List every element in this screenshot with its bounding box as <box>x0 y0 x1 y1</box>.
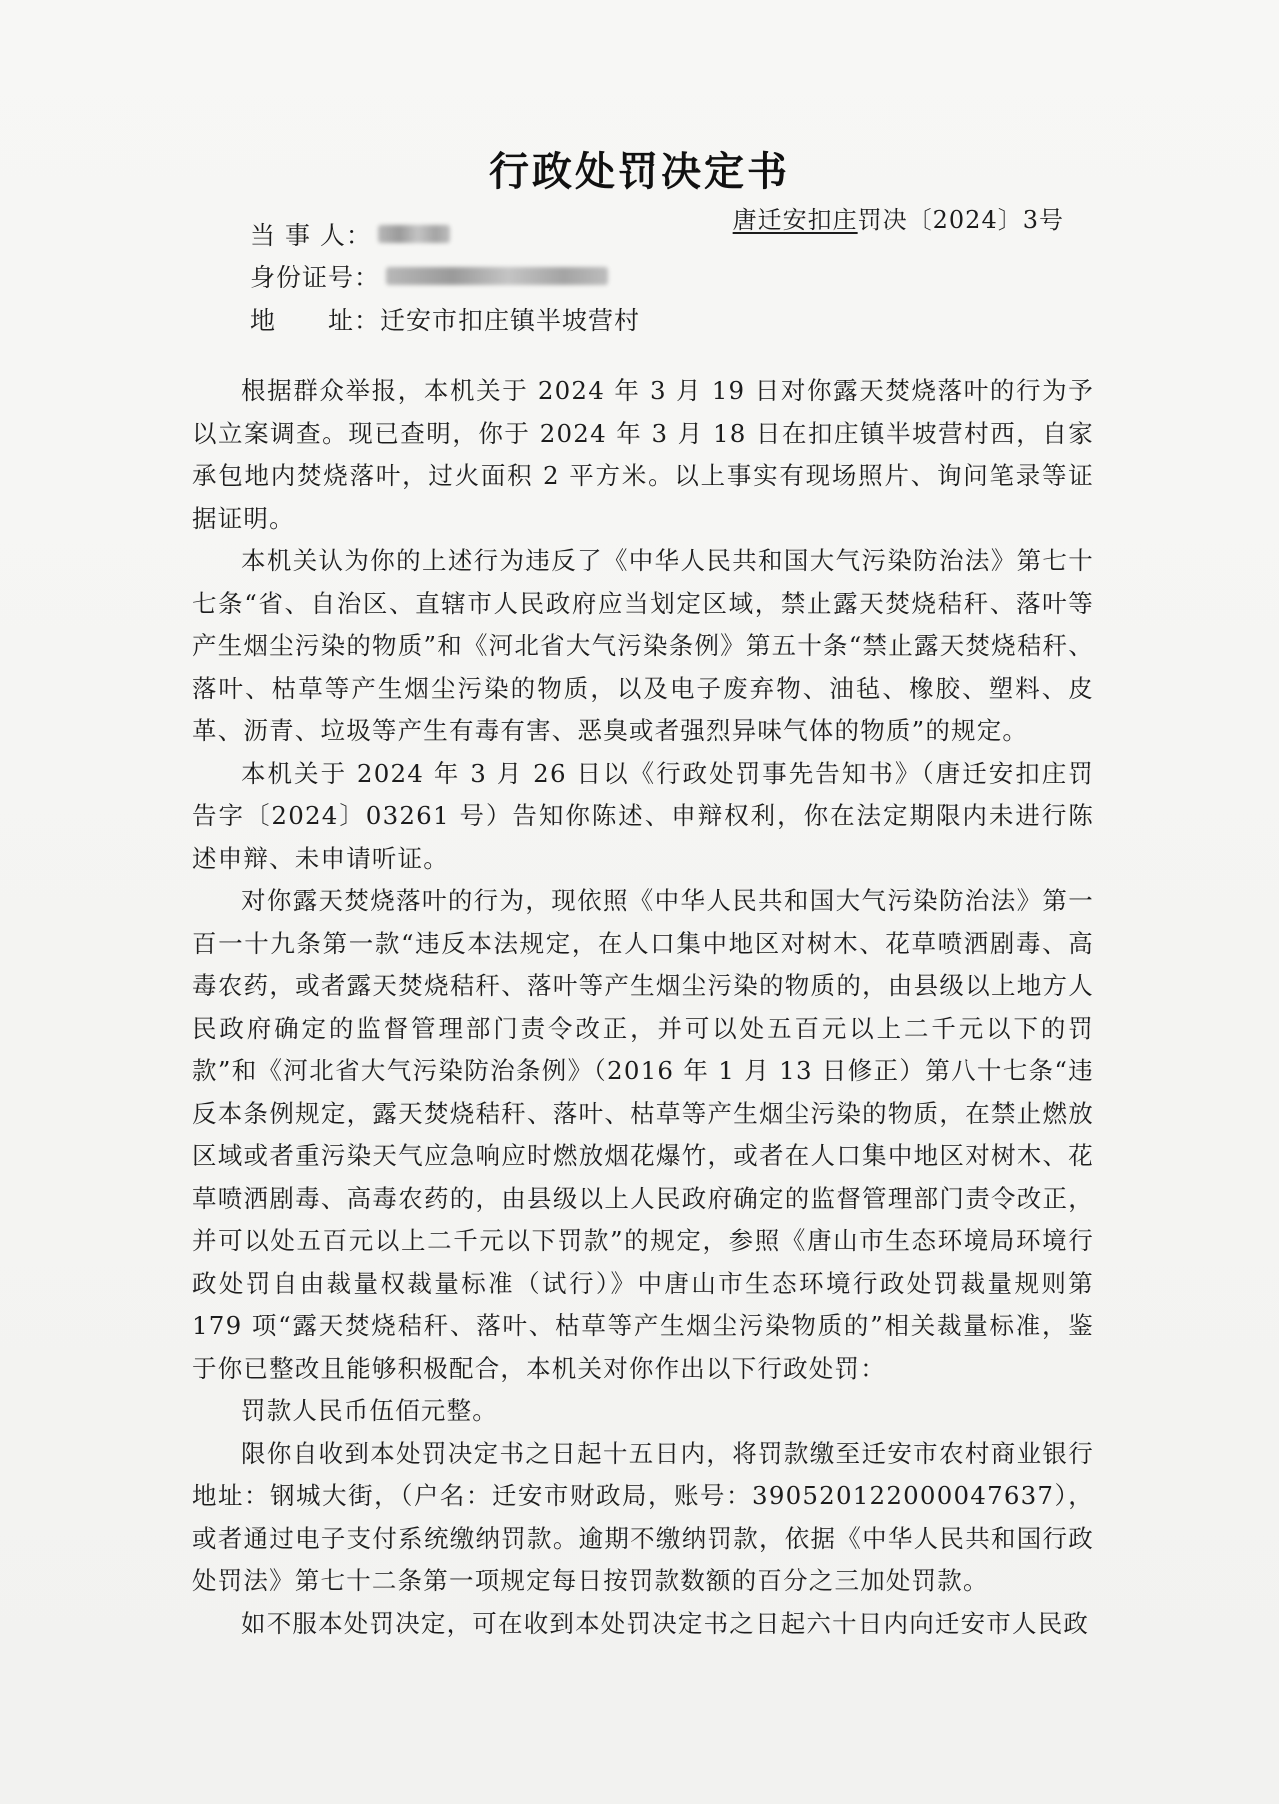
address-field <box>250 299 640 339</box>
id-number-field <box>250 256 608 296</box>
document-number-issuer: 唐迁安扣庄 <box>732 206 858 234</box>
party-label: 当 事 人： <box>250 221 372 250</box>
document-title: 行政处罚决定书 <box>489 148 790 195</box>
paragraph: 罚款人民币伍佰元整。 <box>241 1396 498 1425</box>
paragraph: 对你露天焚烧落叶的行为，现依照《中华人民共和国大气污染防治法》第一百一十九条第一款“违反本法规定，在人口集中地区对树木、花草喷洒剧毒、高毒农药，或者露天焚烧秸秆、落叶等产生烟尘污染的物质的，由县级以上地方人民政府确定的监督管理部门责令改正，并可以处五百元以上二千元以下的罚款”和《河北省大气污染防治条例》（2016 年 1 月 13 日修正）第八十七条“违反本条例规定，露天焚烧秸秆、落叶、枯草等产生烟尘污染的物质，在禁止燃放区域或者重污染天气应急响应时燃放烟花爆竹，或者在人口集中地区对树木、花草喷洒剧毒、高毒农药的，由县级以上人民政府确定的监督管理部门责令改正，并可以处五百元以上二千元以下罚款”的规定，参照《唐山市生态环境局环境行政处罚自由裁量权裁量标准（试行）》中唐山市生态环境行政处罚裁量规则第 179 项“露天焚烧秸秆、落叶、枯草等产生烟尘污染物质的”相关裁量标准，鉴于你已整改且能够积极配合，本机关对你作出以下行政处罚： <box>192 886 1094 1383</box>
id-number-value-redacted <box>386 267 608 285</box>
paragraph: 限你自收到本处罚决定书之日起十五日内，将罚款缴至迁安市农村商业银行地址：钢城大街，（户名：迁安市财政局，账号：390520122000047637），或者通过电子支付系统缴纳罚款。逾期不缴纳罚款，依据《中华人民共和国行政处罚法》第七十二条第一项规定每日按罚款数额的百分之三加处罚款。 <box>192 1438 1094 1595</box>
address-label: 地 址： <box>250 306 381 335</box>
id-number-label: 身份证号： <box>250 263 381 292</box>
paragraph: 本机关认为你的上述行为违反了《中华人民共和国大气污染防治法》第七十七条“省、自治区、直辖市人民政府应当划定区域，禁止露天焚烧秸秆、落叶等产生烟尘污染的物质”和《河北省大气污染条例》第五十条“禁止露天焚烧秸秆、落叶、枯草等产生烟尘污染的物质，以及电子废弃物、油毡、橡胶、塑料、皮革、沥青、垃圾等产生有毒有害、恶臭或者强烈异味气体的物质”的规定。 <box>192 546 1094 745</box>
document-number-suffix: 罚决〔2024〕3号 <box>857 206 1064 234</box>
document-body <box>192 370 1094 1645</box>
paragraph: 本机关于 2024 年 3 月 26 日以《行政处罚事先告知书》（唐迁安扣庄罚告字〔2024〕03261 号）告知你陈述、申辩权利，你在法定期限内未进行陈述申辩、未申请听证。 <box>192 758 1094 873</box>
paragraph: 如不服本处罚决定，可在收到本处罚决定书之日起六十日内向迁安市人民政 <box>241 1608 1090 1638</box>
document-number <box>733 200 1064 235</box>
party-value-redacted <box>378 225 450 243</box>
address-value: 迁安市扣庄镇半坡营村 <box>380 306 641 335</box>
paragraph: 根据群众举报，本机关于 2024 年 3 月 19 日对你露天焚烧落叶的行为予以立案调查。现已查明，你于 2024 年 3 月 18 日在扣庄镇半坡营村西，自家承包地内焚烧落叶，过火面积 2 平方米。以上事实有现场照片、询问笔录等证据证明。 <box>192 376 1094 533</box>
party-field <box>250 214 450 254</box>
